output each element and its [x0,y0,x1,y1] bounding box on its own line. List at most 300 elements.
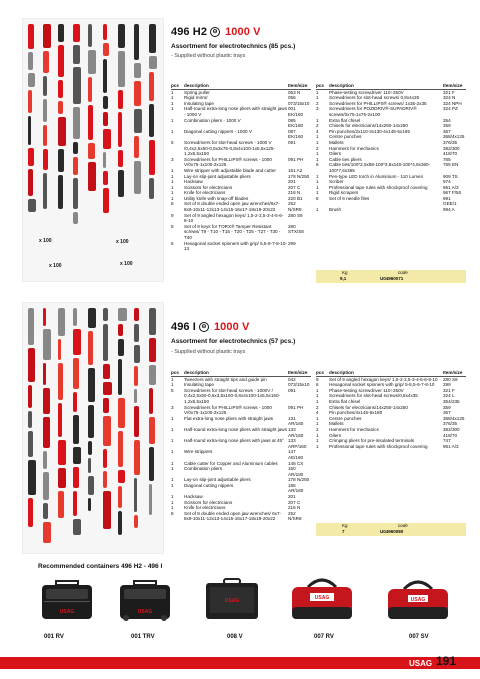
tool-silhouette [58,101,63,114]
svg-text:USAG: USAG [410,597,426,603]
cell-description: Screwdrivers for PHILLIPS® screws - 1000 V/0x75-1x100-2x125 [184,156,272,168]
cell-pcs: 1 [316,438,319,444]
cell-description: Set of 6 needle files [329,195,370,201]
col-pcs: pcs [316,370,329,376]
tool-silhouette [88,50,96,74]
container-label: 008 V [227,634,243,640]
tool-silhouette [149,24,156,53]
tool-silhouette [58,403,62,438]
table-row [171,405,311,416]
cell-size: 207 C [288,499,301,505]
cell-description: Screwdrivers for slot-head screws - 1000 V /0,4x2,5x50-0,5x3x75-0,8x4x100-1x5,5x125-1,2x6,5x150 [184,139,275,157]
tool-silhouette [134,161,142,193]
cell-pcs: 1 [171,117,174,123]
cell-pcs: 1 [171,173,174,179]
cell-pcs: 9 [171,212,174,218]
cell-description: Extra flat chisel [329,398,361,404]
cell-pcs: 1 [171,466,174,472]
container-label: 007 RV [314,634,334,640]
insulated-symbol-icon: ⊖ [210,27,220,37]
cell-pcs: 2 [316,123,319,129]
tool-silhouette [118,398,124,428]
tool-silhouette [103,43,109,56]
cell-description: Scriber [329,179,344,185]
tool-silhouette [73,329,81,354]
cell-size: 324 PZ [443,106,458,112]
cell-pcs: 3 [171,404,174,410]
cell-size: 359 [443,123,451,129]
svg-text:USAG: USAG [314,595,330,601]
cell-size: 252 N/SR8 [288,201,302,213]
cell-pcs: 1 [171,184,174,190]
table-row [316,196,466,207]
cell-description: Centre punches [329,415,362,421]
cell-pcs: 9 [316,376,319,382]
tool-silhouette [43,522,51,543]
col-pcs: pcs [316,83,329,89]
tool-silhouette [103,96,108,109]
cell-description: Hacksaw [184,179,203,185]
tool-silhouette [28,169,34,196]
table-row [171,201,311,212]
kit-496i-subtitle: Assortment for electrotechnics (57 pcs.) [171,338,296,345]
cell-size: 133 AR/160 [288,426,304,438]
tool-silhouette [88,476,94,495]
cell-pcs: 1 [171,382,174,388]
kit-496i-title: 496 I ⊖ 1000 V [171,321,250,333]
cell-description: Set of 8 double ended open jaw wrenches/6x7-8x9-10x11-12x13-14x15-16x17-18x19-20x22 [184,201,280,213]
tool-silhouette [28,460,36,495]
col-size: Item/size [443,370,466,376]
cell-pcs: 8 [171,201,174,207]
cell-description: Insulating tape [184,382,214,388]
cell-pcs: 1 [171,499,174,505]
cell-size: 747 [443,438,451,444]
tool-silhouette [118,90,123,109]
cell-size: 765 EN [443,162,459,168]
tool-silhouette [28,348,35,381]
cell-pcs: 2 [316,100,319,106]
tool-silhouette [28,148,35,166]
cell-size: 367 [443,410,451,416]
tool-silhouette [134,324,139,342]
tool-silhouette [88,308,96,328]
tool-silhouette [73,67,81,104]
cell-description: Chisels for electricians/14x250-14x250 [329,123,408,129]
brand-logo: USAG [409,659,433,668]
tool-silhouette [43,76,47,95]
col-size: Item/size [443,83,466,89]
cell-pcs: 1 [316,89,319,95]
tool-silhouette [118,431,123,467]
tool-silhouette [118,324,122,336]
tool-silhouette [88,441,92,455]
kit-496i-parts-right [316,370,466,449]
cell-pcs: 1 [171,128,174,134]
cell-pcs: 1 [171,415,174,421]
table-row [171,466,311,477]
cell-size: 909 TS [443,173,458,179]
code-label: code [398,523,408,528]
table-row [316,438,466,444]
order-code: U04960071 [380,276,404,281]
quantity-badge: x 100 [39,238,52,244]
cell-pcs: 2 [316,426,319,432]
tool-silhouette [73,447,80,464]
cell-size: 324 N [443,95,456,101]
cell-pcs: 1 [171,438,174,444]
container-001trv [116,577,174,621]
cell-size: 967 F/50 [443,190,462,196]
cell-description: Pin punches/4x145-6x180 [329,410,383,416]
cell-size: 185 AR/160 [288,482,304,494]
code-label: code [398,270,408,275]
cell-description: Phase-testing screwdriver 110÷250V [329,89,404,95]
cell-pcs: 1 [316,139,319,145]
quantity-badge: x 100 [116,239,129,245]
tool-silhouette [103,59,107,93]
cell-pcs: 1 [316,156,319,162]
cell-pcs: 1 [316,117,319,123]
table-row [171,241,311,252]
table-row [171,416,311,427]
svg-text:USAG: USAG [59,609,75,615]
tool-silhouette [43,99,47,123]
cell-description: Rigid mirror [184,95,208,101]
tool-silhouette [118,51,125,87]
cell-size: 359 [443,404,451,410]
cell-pcs: 1 [316,190,319,196]
tool-silhouette [88,105,92,140]
page-number: 191 [436,654,457,668]
table-row [316,207,466,213]
cell-description: Hammers for mechanics [329,426,379,432]
cell-size: 991 GEE/1 [443,195,457,207]
cell-description: Insulating tape [184,100,214,106]
tool-silhouette [103,308,108,321]
tool-silhouette [58,80,63,98]
cell-description: Hammers for mechanics [329,145,379,151]
tool-silhouette [134,63,142,78]
tool-silhouette [58,363,63,400]
cell-pcs: 1 [316,134,319,140]
cell-description: Cable cutter for Copper and Aluminium cables [184,460,278,466]
quantity-badge: x 100 [120,261,133,267]
tool-silhouette [118,486,122,508]
cell-pcs: 1 [171,167,174,173]
cell-pcs: 1 [171,482,174,488]
tool-silhouette [58,491,64,519]
cell-size: 974 [443,179,451,185]
cell-pcs: 1 [316,207,319,213]
tool-silhouette [73,24,80,42]
tool-silhouette [43,363,46,385]
col-description: description [329,83,443,89]
cell-pcs: 1 [316,398,319,404]
col-pcs: pcs [171,83,184,89]
cell-size: 161 A2 [288,167,303,173]
cell-description: Scissors for electricians [184,499,233,505]
tool-silhouette [103,24,106,40]
cell-size: 085 EK/180 [288,117,304,129]
kit-496h2-subtitle: Assortment for electrotechnics (85 pcs.) [171,43,296,50]
tool-silhouette [118,359,122,395]
tool-silhouette [118,150,123,167]
cell-size: 299 [443,382,451,388]
tool-silhouette [103,171,108,185]
cell-description: Oilers [329,151,341,157]
cell-size: 091 [288,387,296,393]
cell-pcs: 1 [316,415,319,421]
tool-silhouette [134,24,140,60]
cell-size: 150 AR/180 [288,466,304,477]
cell-description: Centre punches [329,134,362,140]
cell-description: Chisels for electricians/14x250-14x250 [329,404,408,410]
cell-size: 053 N [288,89,301,95]
tool-silhouette [118,170,123,198]
cell-description: Knife for electricians [184,190,226,196]
tool-silhouette [149,447,154,481]
tool-silhouette [149,308,157,335]
tool-silhouette [43,503,48,519]
tool-silhouette [103,129,110,149]
cell-size: 056 [288,95,296,101]
cell-pcs: 1 [171,494,174,500]
tool-silhouette [58,149,64,172]
container-001rv [38,577,96,621]
tool-silhouette [149,140,156,175]
cell-description: Hacksaw [184,494,203,500]
col-size: Item/size [288,83,311,89]
cell-size: 220 B1 [288,195,303,201]
cell-pcs: 6 [316,382,319,388]
cell-description: Half-round extra-long nose pliers with straight jaws - 1000 V [184,106,287,117]
cell-pcs: 8 [171,223,174,229]
cell-description: Screwdrivers for POZIDRIV®-SUPADRIV® screws/0x75-1x75-2x100 [329,106,417,117]
kit-496h2-title: 496 H2 ⊖ 1000 V [171,26,261,38]
cell-description: Hexagonal socket spinners with grip/ 5-5,5-6-7-8-10 [329,382,435,388]
svg-text:USAG: USAG [224,598,240,604]
cell-description: Diagonal cutting nippers [184,482,234,488]
table-row [171,140,311,157]
cell-pcs: 1 [316,387,319,393]
cell-description: Professional tape rules with shockproof covering [329,184,428,190]
cell-pcs: 1 [171,449,174,455]
table-row [171,438,311,449]
tool-silhouette [118,339,123,355]
cell-description: Screwdrivers for slot-head screws/ 0,8x4x35 [329,95,420,101]
cell-description: Screwdrivers for slot-head screws - 1000V / 0,4x2,5x50-0,6x3,5x100-0,8x4x100-1x5,5x150-1,2x6,5x150 [184,387,281,404]
tool-silhouette [43,329,51,360]
cell-description: Half-round extra-long nose pliers with straight jaws [184,426,287,432]
tool-silhouette [149,72,154,101]
cell-size: 252 N/SR8 [288,510,302,522]
cell-description: Utility knife with snap-off blades [184,195,249,201]
cell-size: 207 C [288,184,301,190]
cell-size: 178 N/250 [288,173,310,179]
cell-size: 418/70 [443,432,458,438]
cell-pcs: 1 [171,477,174,483]
kit-496i-parts-left [171,370,311,522]
tool-silhouette [88,331,93,365]
weight-label: Kg [342,270,348,275]
tool-silhouette [103,188,108,212]
cell-pcs: 1 [316,443,319,449]
cell-pcs: 1 [171,179,174,185]
cell-pcs: 1 [316,393,319,399]
tool-silhouette [73,358,79,389]
cell-size: 201 [288,494,296,500]
kit-496i-order-ribbon [316,523,466,536]
cell-description: Half-round extra-long nose pliers with jaws at 45° [184,438,284,444]
tool-silhouette [43,472,50,499]
cell-size: 131 AR/160 [288,415,304,427]
tool-silhouette [134,406,139,438]
tool-silhouette [103,324,108,360]
tool-silhouette [118,470,125,483]
tool-silhouette [88,458,91,473]
container-008v [200,577,264,621]
cell-description: Screwdrivers for PHILLIPS® screws - 1000 V/0x75-1x100-2x125 [184,404,272,416]
cell-description: Mallets [329,139,344,145]
col-description: description [329,370,443,376]
tool-silhouette [58,175,63,209]
cell-description: Cable ties pliers [329,156,362,162]
cell-description: Rigid scrapers [329,190,359,196]
cell-size: 321 F [443,89,455,95]
cell-size: 216 N [288,190,301,196]
cell-description: Pin punches/2x110-3x130-4x145-5x165 [329,128,410,134]
tool-silhouette [43,388,50,414]
cell-size: 382/300 [443,426,460,432]
kit-496h2-parts-right [316,83,466,213]
container-007sv [384,577,452,621]
tool-silhouette [134,366,139,387]
table-row [171,388,311,405]
table-row [171,106,311,117]
weight-value: 9,1 [340,276,347,281]
cell-pcs: 1 [171,100,174,106]
tool-silhouette [103,449,107,468]
tool-silhouette [103,382,111,395]
cell-pcs: 3 [316,106,319,112]
table-row [316,95,466,101]
cell-description: Combination pliers - 1000 V [184,117,241,123]
cell-description: Pen-type LED torch in Aluminium - 110 Lumen [329,173,424,179]
table-row [171,427,311,438]
cell-size: 001 EK/160 [288,106,304,117]
cell-pcs: 1 [171,190,174,196]
tool-silhouette [58,45,64,77]
tool-silhouette [88,143,95,159]
tool-silhouette [28,73,36,87]
tool-silhouette [103,491,111,529]
tool-silhouette [149,178,154,200]
tool-silhouette [149,417,156,444]
table-row [171,168,311,174]
table-row [316,162,466,173]
tool-silhouette [28,116,31,145]
cell-pcs: 1 [171,195,174,201]
tool-silhouette [134,389,138,402]
cell-size: 133 ARP/160 [288,438,307,449]
cell-description: Combination pliers [184,466,223,472]
cell-size: 418/70 [443,151,458,157]
cell-description: Screwdrivers for PHILLIPS® screws/ 1x35-2x35 [329,100,427,106]
cell-description: Mallets [329,421,344,427]
cell-pcs: 1 [171,106,174,112]
cell-description: Set of 9 angled hexagon keys/ 1,5-2-2,5-3-4-5-6-8-10 [184,212,284,224]
cell-size: 091 PH [288,156,304,162]
cell-pcs: 5 [171,139,174,145]
cell-pcs: 4 [316,410,319,416]
tool-silhouette [73,467,79,488]
table-row [171,483,311,494]
tool-silhouette [28,199,36,212]
cell-size: 087 EK/160 [288,128,304,140]
cell-pcs: 1 [316,151,319,157]
cell-size: 216 N [288,505,301,511]
cell-description: Brush [329,207,342,213]
table-row [171,157,311,168]
tool-silhouette [88,24,91,47]
container-label: 007 SV [409,634,429,640]
cell-size: 324 L [443,393,455,399]
tool-silhouette [28,52,33,70]
table-row [171,224,311,241]
cell-size: 324 NPH [443,100,462,106]
tool-silhouette [73,415,79,444]
col-description: description [184,83,288,89]
tool-silhouette [118,308,126,321]
cell-size: 148 CX [288,460,304,466]
table-row [171,449,311,460]
tool-silhouette [43,149,48,170]
cell-pcs: 6 [316,195,319,201]
cell-pcs: 1 [316,421,319,427]
tool-silhouette [149,338,156,362]
cell-description: Spring puller [184,89,210,95]
cell-pcs: 6 [316,162,319,168]
cell-pcs: 1 [316,95,319,101]
cell-pcs: 1 [171,376,174,382]
tool-silhouette [43,51,49,74]
cell-pcs: 1 [171,460,174,466]
cell-pcs: 2 [316,404,319,410]
table-row [316,444,466,450]
cell-size: 961 A/3 [443,443,459,449]
tool-silhouette [73,519,81,535]
cell-description: Wire stripper with adjustable blade and cutter [184,167,276,173]
order-code: U04960080 [380,529,404,534]
tool-silhouette [73,142,78,155]
cell-size: 367 [443,128,451,134]
cell-size: 376/35 [443,421,458,427]
tool-silhouette [134,308,140,321]
cell-pcs: 3 [171,156,174,162]
container-label: 001 RV [44,634,64,640]
tool-silhouette [58,308,65,336]
cell-description: Set of 8 keys for TORX® Tamper Resistant screws/ T9 - T10 - T15 - T20 - T25 - T27 - T30 - T40 [184,223,281,241]
tool-silhouette [88,368,95,402]
tool-silhouette [73,107,79,138]
cell-size: 280 STX/S8 [288,223,304,235]
tool-silhouette [28,411,33,428]
tool-silhouette [88,77,92,101]
tool-silhouette [28,498,33,527]
cell-pcs: 1 [171,505,174,511]
cell-size: 073/15x10 [288,100,310,106]
